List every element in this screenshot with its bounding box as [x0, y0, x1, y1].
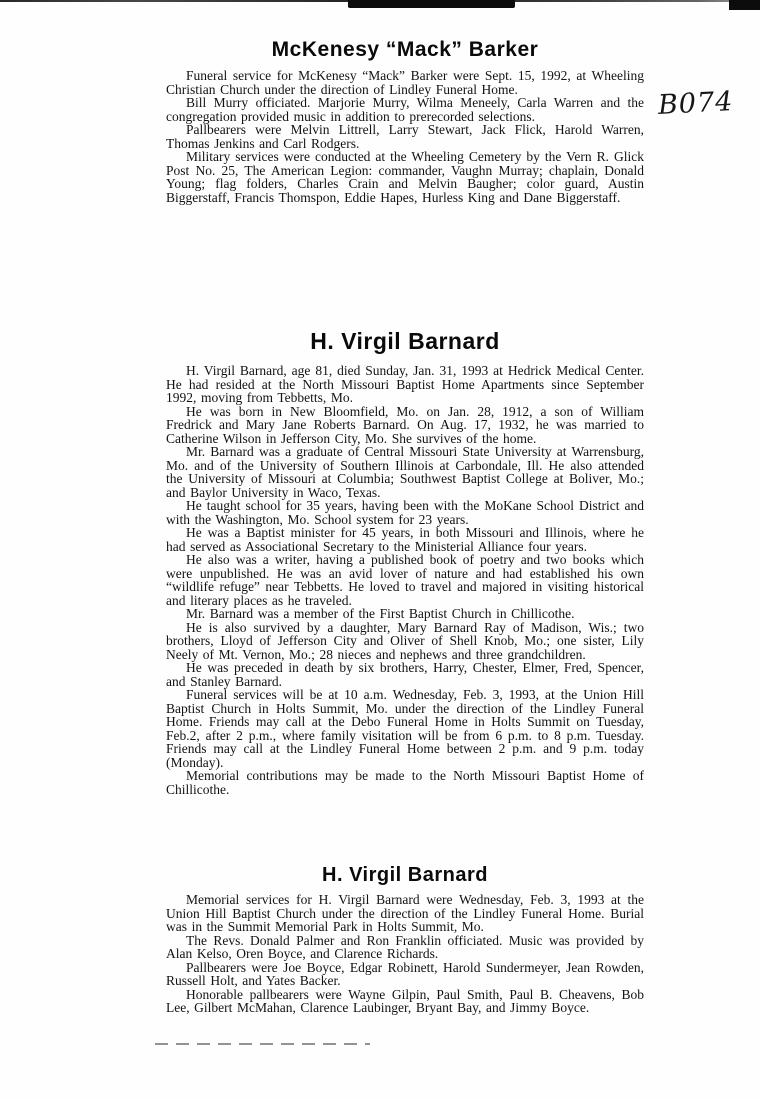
scan-artifact-bottom-rule — [155, 1043, 370, 1045]
obituary-h-virgil-barnard-memorial — [166, 864, 644, 1015]
obituary-paragraph: He taught school for 35 years, having been with the MoKane School District and with the Washington, Mo. School system for 23 years. — [166, 498, 644, 527]
obituary-paragraph: He also was a writer, having a published book of poetry and two books which were unpublished. He was an avid lover of nature and had established his own “wildlife refuge” near Tebbetts. He loved to travel and majored in visiting historical and literary places as he traveled. — [166, 552, 644, 608]
obituary-paragraph: The Revs. Donald Palmer and Ron Franklin officiated. Music was provided by Alan Kelso, Oren Boyce, and Clarence Richards. — [166, 932, 644, 961]
scan-artifact-corner-mark — [729, 0, 760, 10]
obituary-title: McKenesy “Mack” Barker — [271, 38, 539, 61]
obituary-title: H. Virgil Barnard — [310, 328, 500, 354]
obituary-paragraph: Pallbearers were Melvin Littrell, Larry Stewart, Jack Flick, Harold Warren, Thomas Jenkins and Carl Rodgers. — [166, 122, 644, 151]
obituary-title: H. Virgil Barnard — [322, 864, 488, 886]
obituary-paragraph: Memorial contributions may be made to the North Missouri Baptist Home of Chillicothe. — [166, 768, 644, 797]
obituary-paragraph: Memorial services for H. Virgil Barnard were Wednesday, Feb. 3, 1993 at the Union Hill Baptist Church under the direction of the Lindley Funeral Home. Burial was in the Summit Memorial Park in Holts Summit, Mo. — [166, 892, 644, 934]
obituary-paragraph: Funeral services will be at 10 a.m. Wednesday, Feb. 3, 1993, at the Union Hill Baptist Church in Holts Summit, Mo. under the direction of the Lindley Funeral Home. Friends may call at the Debo Funeral Home in Holts Summit on Tuesday, Feb.2, after 2 p.m., where family visitation will be from 6 p.m. to 8 p.m. Tuesday. Friends may call at the Lindley Funeral Home between 2 p.m. and 9 p.m. today (Monday). — [166, 687, 644, 770]
obituary-paragraph: He is also survived by a daughter, Mary Barnard Ray of Madison, Wis.; two brothers, Lloyd of Jefferson City and Oliver of Shell Knob, Mo.; one sister, Lily Neely of Mt. Vernon, Mo.; 28 nieces and nephews and three grandchildren. — [166, 619, 644, 662]
obituary-paragraph: Mr. Barnard was a member of the First Baptist Church in Chillicothe. — [186, 606, 575, 621]
obituary-paragraph: He was preceded in death by six brothers, Harry, Chester, Elmer, Fred, Spencer, and Stanley Barnard. — [166, 660, 644, 689]
obituary-paragraph: Funeral service for McKenesy “Mack” Barker were Sept. 15, 1992, at Wheeling Christian Church under the direction of Lindley Funeral Home. — [166, 68, 644, 97]
obituary-paragraph: He was born in New Bloomfield, Mo. on Jan. 28, 1912, a son of William Fredrick and Mary Jane Roberts Barnard. On Aug. 17, 1932, he was married to Catherine Wilson in Jefferson City, Mo. She survives of the home. — [166, 403, 644, 446]
obituary-paragraph: Honorable pallbearers were Wayne Gilpin, Paul Smith, Paul B. Cheavens, Bob Lee, Gilbert McMahan, Clarence Laubinger, Bryant Bay, and Jimmy Boyce. — [166, 986, 644, 1015]
obituary-paragraph: Bill Murry officiated. Marjorie Murry, Wilma Meneely, Carla Warren and the congregation provided music in addition to prerecorded selections. — [166, 95, 644, 124]
obituary-paragraph: Military services were conducted at the Wheeling Cemetery by the Vern R. Glick Post No. 25, The American Legion: commander, Vaughn Murray; chaplain, Donald Young; flag folders, Charles Crain and Melvin Baugher; color guard, Austin Biggerstaff, Francis Thomspon, Eddie Hapes, Hurless King and Dane Biggerstaff. — [166, 149, 644, 205]
obituary-h-virgil-barnard — [166, 328, 644, 796]
scan-artifact-top-bar — [348, 0, 515, 8]
obituary-paragraph: Mr. Barnard was a graduate of Central Missouri State University at Warrensburg, Mo. and of the University of Southern Illinois at Carbondale, Ill. He also attended the University of Missouri at Columbia; Southwest Baptist College at Boliver, Mo.; and Baylor University in Waco, Texas. — [166, 444, 644, 500]
handwritten-annotation: B074 — [657, 86, 735, 121]
obituary-paragraph: H. Virgil Barnard, age 81, died Sunday, Jan. 31, 1993 at Hedrick Medical Center. He had resided at the North Missouri Baptist Home Apartments since September 1992, moving from Tebbetts, Mo. — [166, 363, 644, 405]
obituary-paragraph: Pallbearers were Joe Boyce, Edgar Robinett, Harold Sundermeyer, Jean Rowden, Russell Holt, and Yates Backer. — [166, 959, 644, 988]
obituary-paragraph: He was a Baptist minister for 45 years, in both Missouri and Illinois, where he had served as Associational Secretary to the Ministerial Alliance four years. — [166, 525, 644, 554]
obituary-mckenesy-barker — [166, 38, 644, 204]
